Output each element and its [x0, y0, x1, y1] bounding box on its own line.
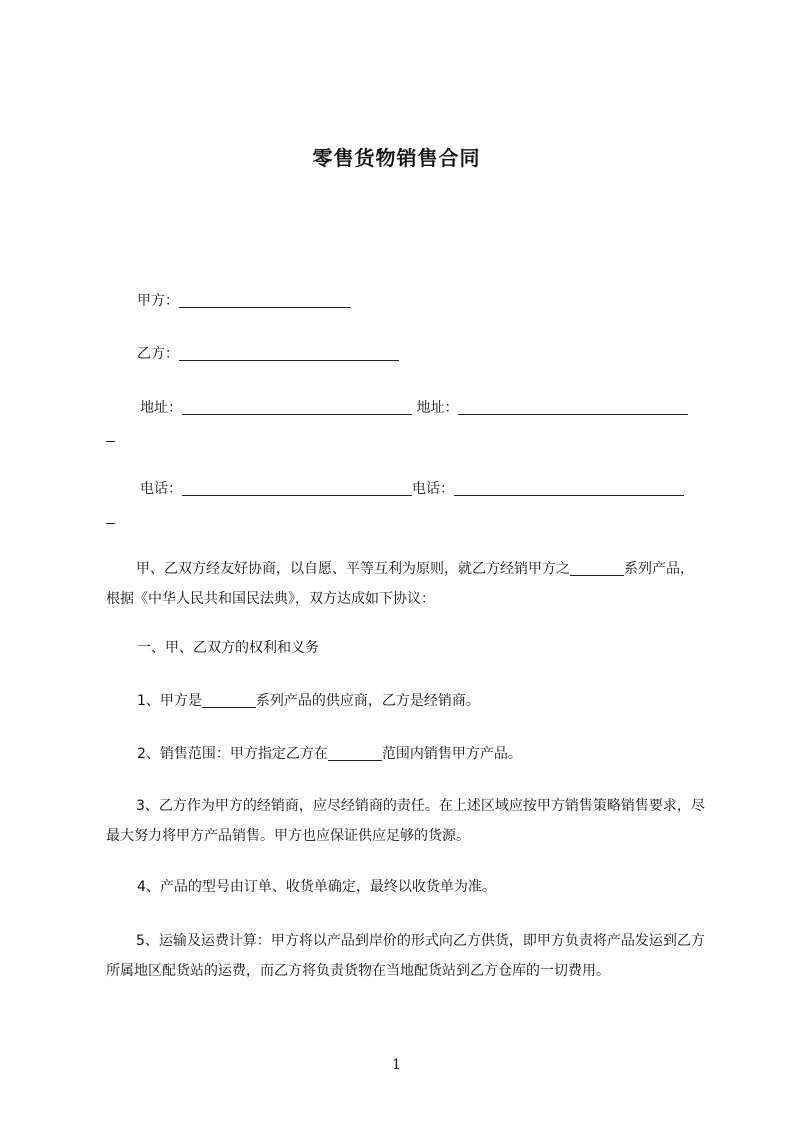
- section-1-heading: 一、甲、乙双方的权利和义务: [137, 640, 319, 656]
- party-a-line: [137, 292, 351, 310]
- party-b-label: 乙方：: [137, 346, 179, 362]
- clause-1-text-1: 1、甲方是: [137, 693, 202, 709]
- document-title: 零售货物销售合同: [312, 146, 481, 170]
- phone-b-blank: [454, 481, 684, 496]
- address-tail-blank: [106, 427, 115, 442]
- address-b-blank: [458, 400, 688, 415]
- address-a-blank: [182, 400, 412, 415]
- phone-line-tail: [106, 508, 115, 526]
- intro-paragraph: [106, 554, 706, 614]
- party-a-label: 甲方：: [137, 293, 179, 309]
- phone-b-label: 电话：: [412, 481, 454, 497]
- address-line: [140, 399, 688, 417]
- phone-a-label: 电话：: [140, 481, 182, 497]
- clause-1-text-2: 系列产品的供应商，乙方是经销商。: [255, 693, 480, 709]
- clause-3: 3、乙方作为甲方的经销商，应尽经销商的责任。在上述区域应按甲方销售策略销售要求，尽最大努力将甲方产品销售。甲方也应保证供应足够的货源。: [106, 798, 705, 844]
- party-b-line: [137, 345, 399, 363]
- clause-5: 5、运输及运费计算：甲方将以产品到岸价的形式向乙方供货，即甲方负责将产品发运到乙方所属地区配货站的运费，而乙方将负责货物在当地配货站到乙方仓库的一切费用。: [106, 933, 705, 979]
- clause-2-text-2: 范围内销售甲方产品。: [381, 746, 522, 762]
- page-number: 1: [392, 1057, 401, 1073]
- phone-a-blank: [182, 481, 412, 496]
- product-series-blank: [570, 561, 624, 576]
- clause-4: 4、产品的型号由订单、收货单确定，最终以收货单为准。: [137, 879, 496, 895]
- clause-2-text-1: 2、销售范围：甲方指定乙方在: [137, 746, 328, 762]
- party-a-blank: [179, 293, 351, 308]
- phone-tail-blank: [106, 509, 115, 524]
- address-line-tail: [106, 426, 115, 444]
- address-a-label: 地址：: [140, 400, 182, 416]
- intro-text-1: 甲、乙双方经友好协商，以自愿、平等互利为原则，就乙方经销甲方之: [136, 561, 570, 577]
- clause-2: [137, 745, 522, 763]
- clause-1: [137, 692, 480, 710]
- clause-2-blank: [328, 746, 382, 761]
- address-b-label: 地址：: [416, 400, 459, 416]
- party-b-blank: [179, 346, 399, 361]
- clause-1-blank: [202, 693, 256, 708]
- intro-text-2: 系列产品，根据《中华人民共和国民法典》，双方达成如下协议：: [106, 561, 694, 607]
- phone-line: [140, 480, 684, 498]
